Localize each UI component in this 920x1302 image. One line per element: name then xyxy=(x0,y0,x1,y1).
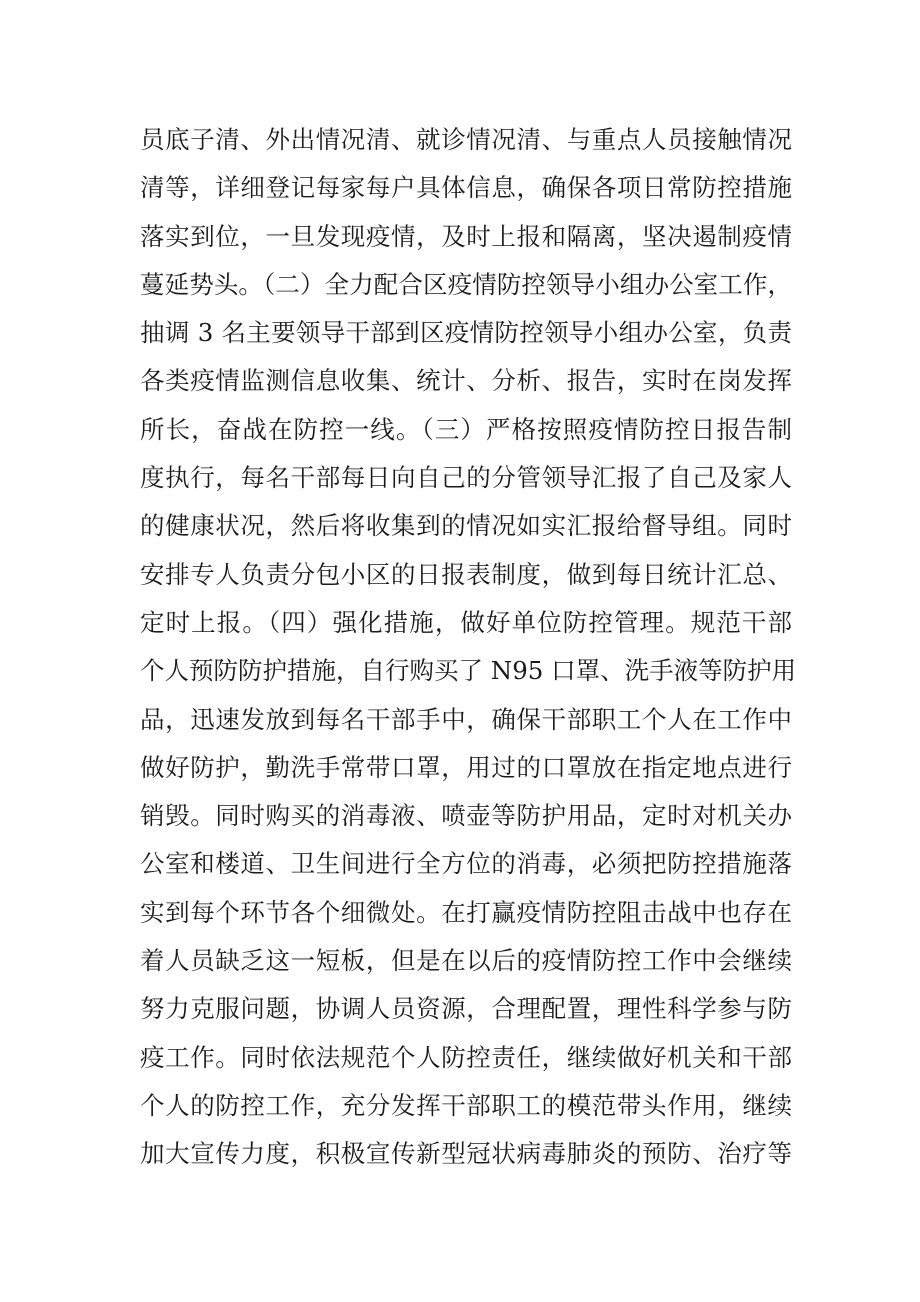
text-line: 的健康状况，然后将收集到的情况如实汇报给督导组。同时 xyxy=(140,511,792,541)
text-line: 做好防护，勤洗手常带口罩，用过的口罩放在指定地点进行 xyxy=(140,752,792,782)
text-line: 抽调 3 名主要领导干部到区疫情防控领导小组办公室，负责 xyxy=(140,318,792,348)
text-line: 安排专人负责分包小区的日报表制度，做到每日统计汇总、 xyxy=(140,559,792,589)
text-line: 个人的防控工作，充分发挥干部职工的模范带头作用，继续 xyxy=(140,1090,792,1120)
text-line: 所长，奋战在防控一线。（三）严格按照疫情防控日报告制 xyxy=(140,414,792,444)
text-line: 定时上报。（四）强化措施，做好单位防控管理。规范干部 xyxy=(140,607,792,637)
text-line: 努力克服问题，协调人员资源，合理配置，理性科学参与防 xyxy=(140,994,792,1024)
text-line: 度执行，每名干部每日向自己的分管领导汇报了自己及家人 xyxy=(140,463,792,493)
text-line: 落实到位，一旦发现疫情，及时上报和隔离，坚决遏制疫情 xyxy=(140,221,792,251)
text-line: 品，迅速发放到每名干部手中，确保干部职工个人在工作中 xyxy=(140,704,792,734)
text-line: 蔓延势头。（二）全力配合区疫情防控领导小组办公室工作， xyxy=(140,269,792,299)
text-line: 个人预防防护措施，自行购买了 N95 口罩、洗手液等防护用 xyxy=(140,656,797,686)
text-line: 员底子清、外出情况清、就诊情况清、与重点人员接触情况 xyxy=(140,125,792,154)
text-line: 清等，详细登记每家每户具体信息，确保各项日常防控措施 xyxy=(140,173,792,203)
text-line: 着人员缺乏这一短板，但是在以后的疫情防控工作中会继续 xyxy=(140,946,792,976)
document-body xyxy=(140,116,797,1179)
text-line: 实到每个环节各个细微处。在打赢疫情防控阻击战中也存在 xyxy=(140,897,792,927)
text-line: 公室和楼道、卫生间进行全方位的消毒，必须把防控措施落 xyxy=(140,849,792,879)
text-line: 销毁。同时购买的消毒液、喷壶等防护用品，定时对机关办 xyxy=(140,801,792,831)
text-line: 各类疫情监测信息收集、统计、分析、报告，实时在岗发挥 xyxy=(140,366,792,396)
text-line: 疫工作。同时依法规范个人防控责任，继续做好机关和干部 xyxy=(140,1042,792,1072)
text-line: 加大宣传力度，积极宣传新型冠状病毒肺炎的预防、治疗等 xyxy=(140,1139,792,1169)
